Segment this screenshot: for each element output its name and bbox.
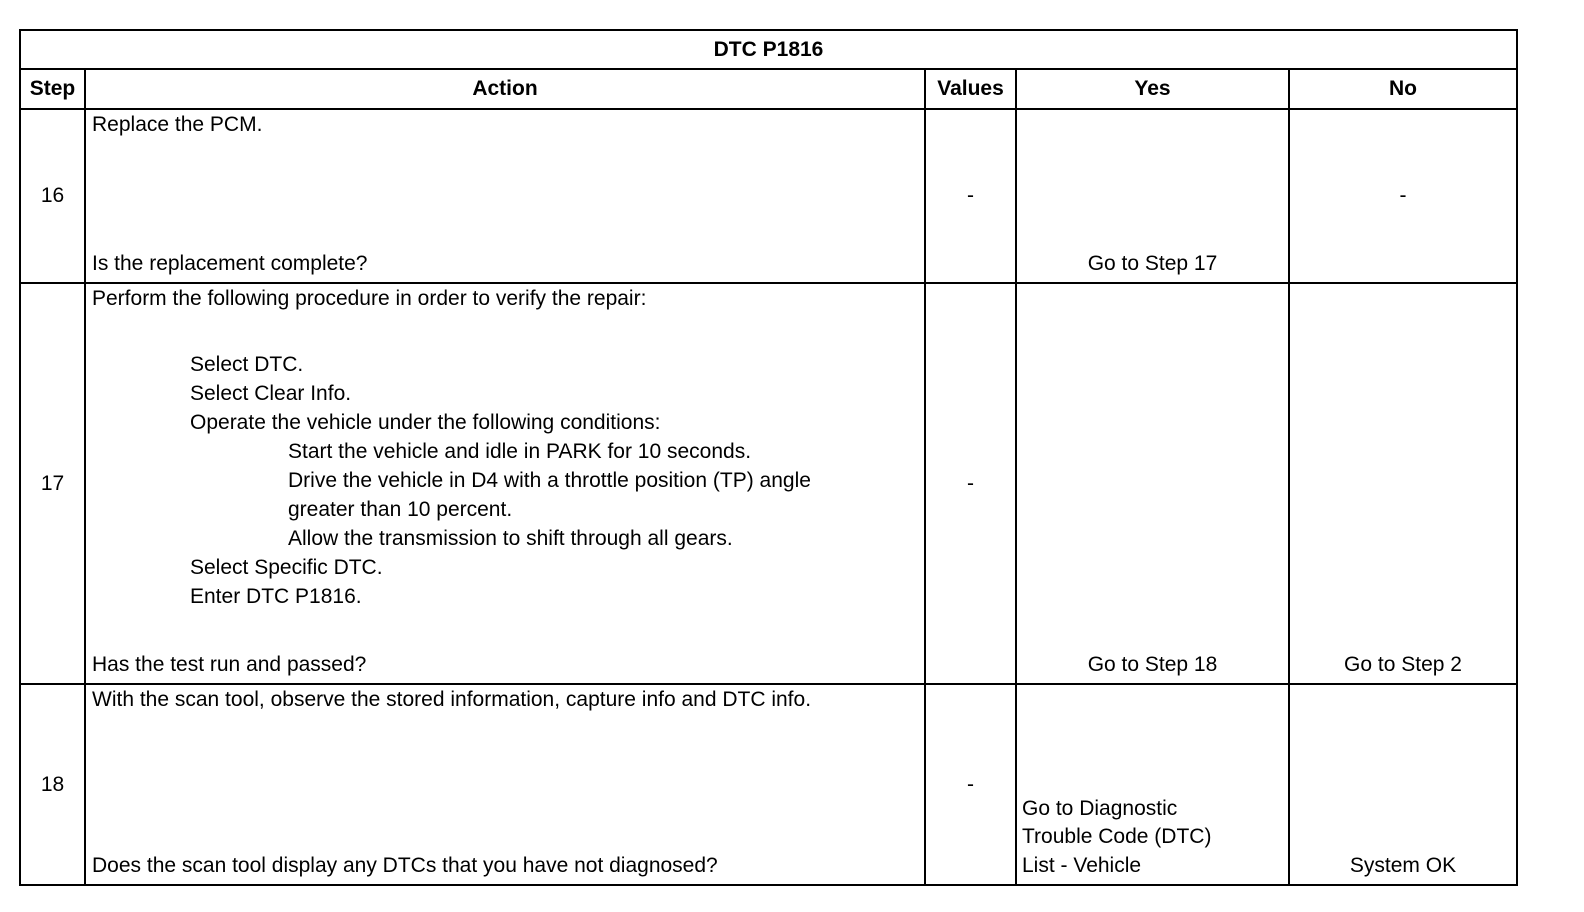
procedure-step: Select Specific DTC.	[190, 556, 383, 579]
action-question: Has the test run and passed?	[92, 653, 367, 676]
yes-line: Trouble Code (DTC)	[1022, 825, 1212, 848]
values-cell: -	[925, 684, 1016, 885]
yes-line: List - Vehicle	[1022, 853, 1142, 877]
procedure-substep: Allow the transmission to shift through all gears.	[288, 527, 733, 550]
step-number: 16	[20, 109, 85, 283]
header-action: Action	[85, 69, 925, 109]
yes-link-text: Go to Step 18	[1087, 653, 1218, 676]
action-intro: Perform the following procedure in order to verify the repair:	[92, 287, 647, 310]
values-cell: -	[925, 283, 1016, 684]
procedure-substep: Drive the vehicle in D4 with a throttle position (TP) angle	[288, 469, 811, 492]
action-cell	[85, 109, 925, 283]
action-intro: Replace the PCM.	[92, 113, 263, 136]
procedure-substep: Start the vehicle and idle in PARK for 10 seconds.	[288, 440, 752, 463]
header-row	[20, 69, 1517, 109]
table-row	[20, 109, 1517, 283]
action-cell	[85, 684, 925, 885]
action-intro: With the scan tool, observe the stored information, capture info and DTC info.	[92, 688, 812, 711]
spacer	[92, 313, 916, 350]
step-number: 18	[20, 684, 85, 885]
procedure-step: Enter DTC P1816.	[190, 585, 362, 608]
procedure-step: Select DTC.	[190, 353, 304, 376]
no-link-text: Go to Step 2	[1344, 653, 1462, 676]
dtc-table	[19, 29, 1518, 886]
no-cell	[1289, 283, 1517, 684]
yes-link-text: Go to Step 17	[1087, 252, 1218, 275]
header-step: Step	[20, 69, 85, 109]
table-row	[20, 283, 1517, 684]
step-number: 17	[20, 283, 85, 684]
no-cell	[1289, 684, 1517, 885]
yes-link-text	[1022, 795, 1211, 881]
table-row	[20, 684, 1517, 885]
procedure-step: Operate the vehicle under the following conditions:	[190, 411, 661, 434]
action-question: Does the scan tool display any DTCs that you have not diagnosed?	[92, 854, 718, 877]
yes-cell	[1016, 283, 1289, 684]
header-yes: Yes	[1016, 69, 1289, 109]
values-cell: -	[925, 109, 1016, 283]
no-cell: -	[1289, 109, 1517, 283]
procedure-substep: greater than 10 percent.	[288, 498, 513, 521]
action-question: Is the replacement complete?	[92, 252, 368, 275]
yes-line: Go to Diagnostic	[1022, 796, 1178, 820]
action-cell	[85, 283, 925, 684]
table-title: DTC P1816	[20, 30, 1517, 69]
no-link-text: System OK	[1349, 854, 1457, 877]
yes-cell	[1016, 684, 1289, 885]
title-row	[20, 30, 1517, 69]
header-values: Values	[925, 69, 1016, 109]
yes-cell	[1016, 109, 1289, 283]
procedure-step: Select Clear Info.	[190, 382, 352, 405]
header-no: No	[1289, 69, 1517, 109]
